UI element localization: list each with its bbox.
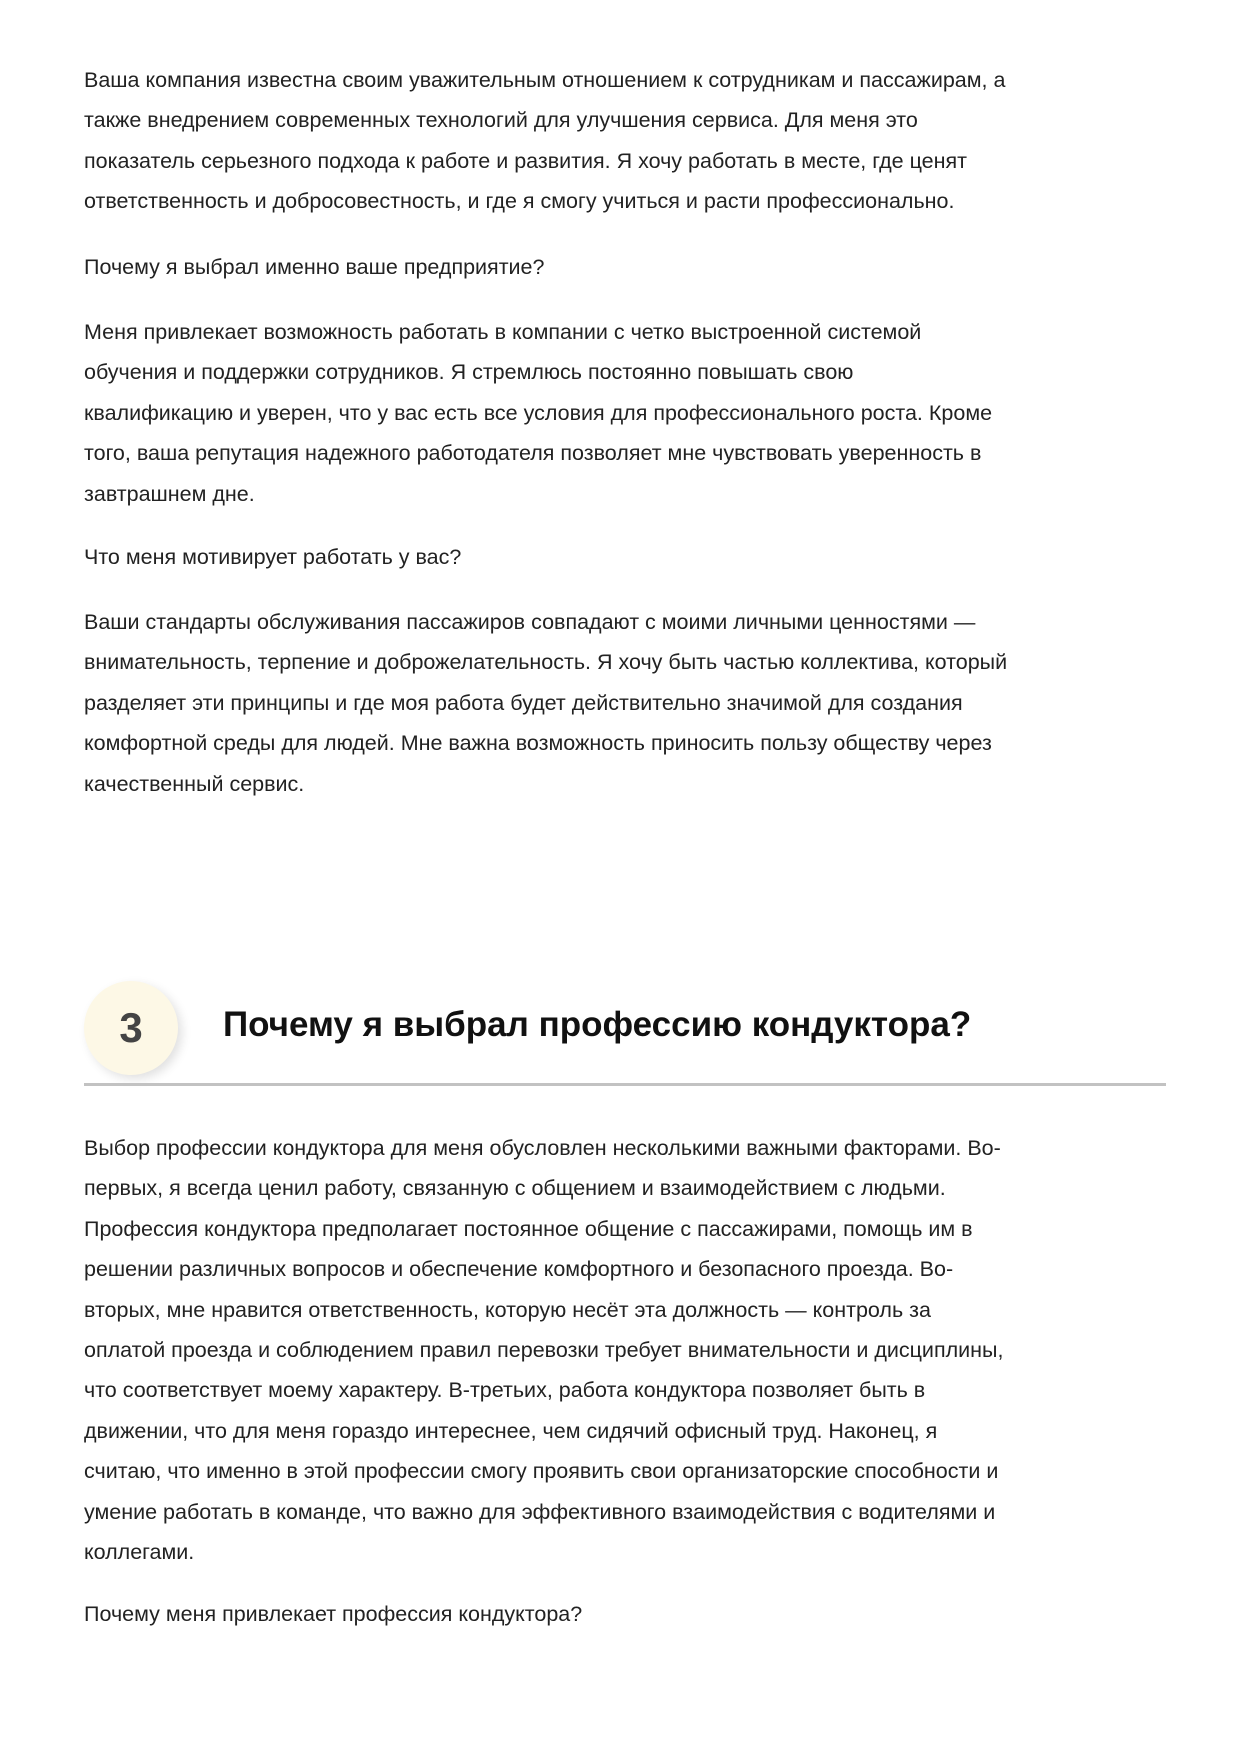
text-line: квалификацию и уверен, что у вас есть все условия для профессионального роста. Кроме	[84, 400, 993, 425]
text-line: того, ваша репутация надежного работодателя позволяет мне чувствовать уверенность в	[84, 441, 982, 466]
section-heading	[84, 975, 1166, 1087]
section-divider	[84, 1083, 1166, 1086]
text-line: вторых, мне нравится ответственность, которую несёт эта должность — контроль за	[84, 1297, 931, 1322]
text-line: решении различных вопросов и обеспечение комфортного и безопасного проезда. Во-	[84, 1257, 954, 1282]
text-line: оплатой проезда и соблюдением правил перевозки требует внимательности и дисциплины,	[84, 1337, 1004, 1362]
text-line: качественный сервис.	[84, 771, 305, 796]
paragraph-company	[84, 60, 1184, 222]
text-line: внимательность, терпение и доброжелательность. Я хочу быть частью коллектива, который	[84, 650, 1008, 675]
text-line: Ваши стандарты обслуживания пассажиров совпадают с моими личными ценностями —	[84, 610, 976, 634]
section-number-badge: 3	[84, 981, 178, 1075]
text-line: завтрашнем дне.	[84, 481, 255, 506]
text-line: Ваша компания известна своим уважительным отношением к сотрудникам и пассажирам, а	[84, 68, 1006, 92]
question-profession	[84, 1594, 1184, 1634]
question-motivation	[84, 537, 1184, 577]
question-text: Что меня мотивирует работать у вас?	[84, 545, 462, 569]
text-line: комфортной среды для людей. Мне важна возможность приносить пользу обществу через	[84, 731, 992, 756]
section-title: Почему я выбрал профессию кондуктора?	[223, 1005, 972, 1044]
text-line: ответственность и добросовестность, и где я смогу учиться и расти профессионально.	[84, 189, 955, 214]
text-line: что соответствует моему характеру. В-третьих, работа кондуктора позволяет быть в	[84, 1378, 926, 1403]
text-line: также внедрением современных технологий для улучшения сервиса. Для меня это	[84, 108, 918, 133]
text-line: Меня привлекает возможность работать в компании с четко выстроенной системой	[84, 320, 922, 344]
text-line: показатель серьезного подхода к работе и развития. Я хочу работать в месте, где ценят	[84, 148, 967, 173]
text-line: разделяет эти принципы и где моя работа будет действительно значимой для создания	[84, 690, 963, 715]
paragraph-profession	[84, 1128, 1184, 1572]
text-line: Выбор профессии кондуктора для меня обусловлен несколькими важными факторами. Во-	[84, 1136, 1001, 1160]
question-text: Почему меня привлекает профессия кондуктора?	[84, 1602, 583, 1626]
text-line: первых, я всегда ценил работу, связанную с общением и взаимодействием с людьми.	[84, 1176, 946, 1201]
question-enterprise	[84, 247, 1184, 287]
text-line: обучения и поддержки сотрудников. Я стремлюсь постоянно повышать свою	[84, 360, 854, 385]
text-line: считаю, что именно в этой профессии смогу проявить свои организаторские способности и	[84, 1459, 999, 1484]
question-text: Почему я выбрал именно ваше предприятие?	[84, 255, 545, 279]
text-line: умение работать в команде, что важно для эффективного взаимодействия с водителями и	[84, 1499, 996, 1524]
text-line: движении, что для меня гораздо интереснее, чем сидячий офисный труд. Наконец, я	[84, 1418, 938, 1443]
paragraph-enterprise	[84, 312, 1184, 514]
paragraph-motivation	[84, 602, 1184, 804]
text-line: Профессия кондуктора предполагает постоянное общение с пассажирами, помощь им в	[84, 1216, 973, 1241]
text-line: коллегами.	[84, 1539, 195, 1564]
